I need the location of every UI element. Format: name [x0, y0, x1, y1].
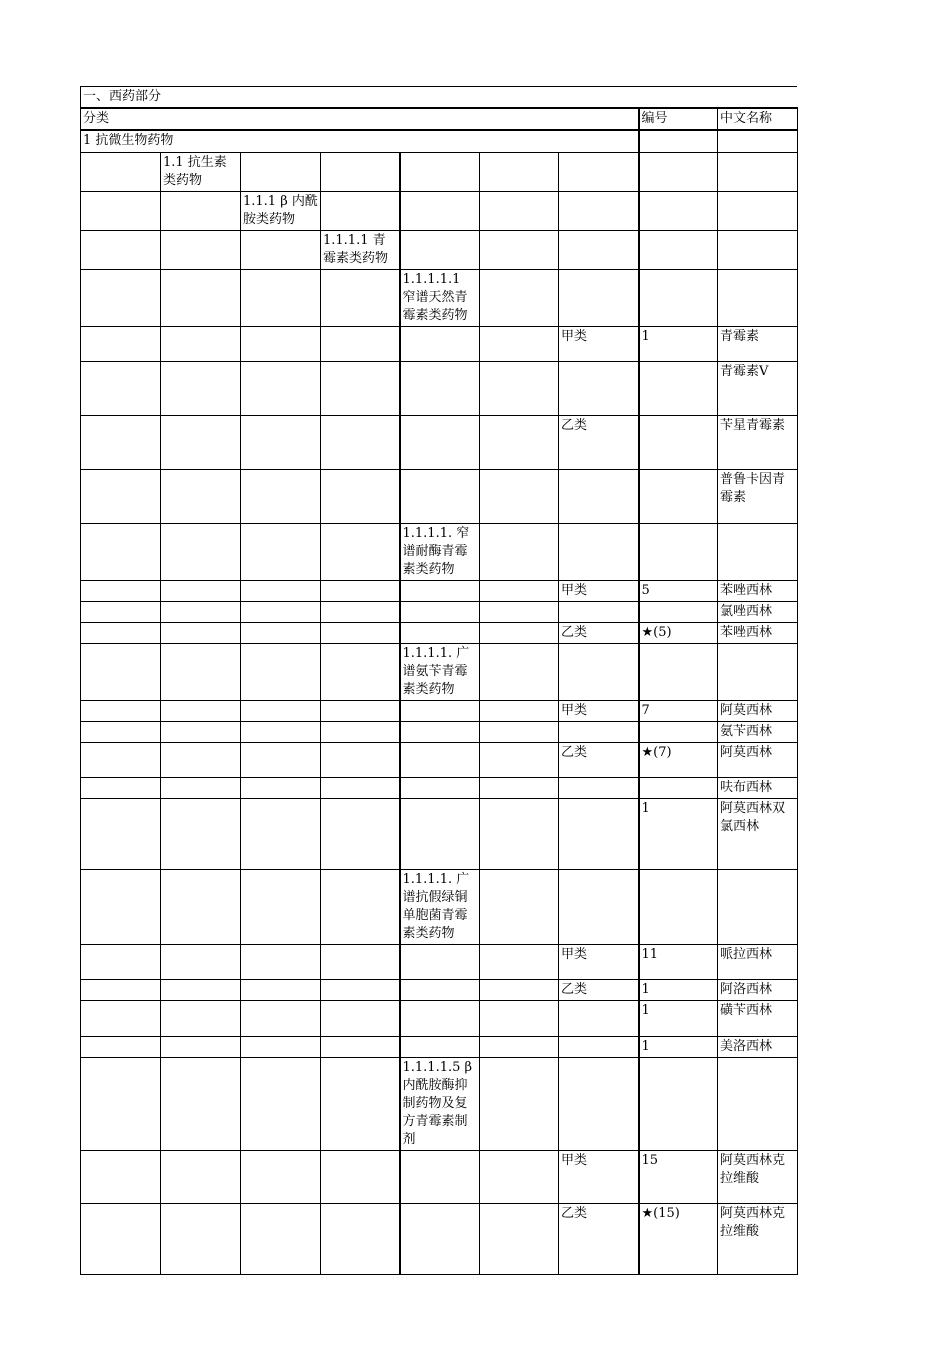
cell-class — [559, 869, 639, 944]
cell-number: 1 — [639, 979, 718, 1000]
cell-level6 — [480, 269, 559, 326]
cell-chinese-name: 阿莫西林克拉维酸 — [718, 1150, 798, 1203]
cell-level6 — [480, 580, 559, 601]
cell-chinese-name: 呋布西林 — [718, 777, 798, 798]
cell-level5 — [400, 191, 480, 230]
cell-chinese-name — [718, 130, 798, 152]
cell-level1 — [81, 191, 161, 230]
cell-level5 — [400, 580, 480, 601]
cell-level1 — [81, 869, 161, 944]
cell-level2 — [161, 361, 241, 415]
cell-level3 — [241, 523, 321, 580]
cell-level2 — [161, 523, 241, 580]
cell-level3 — [241, 944, 321, 979]
cell-level5 — [400, 1203, 480, 1274]
cell-class: 甲类 — [559, 1150, 639, 1203]
cell-number — [639, 721, 718, 742]
cell-level1 — [81, 361, 161, 415]
cell-level3 — [241, 1000, 321, 1036]
cell-level5 — [400, 622, 480, 643]
cell-number: 11 — [639, 944, 718, 979]
cell-level3 — [241, 643, 321, 700]
cell-level3 — [241, 361, 321, 415]
table-row — [81, 601, 798, 622]
cell-level3 — [241, 979, 321, 1000]
cell-level1 — [81, 643, 161, 700]
cell-level5 — [400, 721, 480, 742]
cell-chinese-name: 阿莫西林 — [718, 742, 798, 777]
table-row — [81, 777, 798, 798]
cell-class — [559, 1036, 639, 1057]
section-title: 一、西药部分 — [81, 87, 798, 109]
table-row — [81, 469, 798, 523]
cell-level3 — [241, 326, 321, 361]
cell-level2 — [161, 798, 241, 869]
cell-number — [639, 415, 718, 469]
cell-level1 — [81, 415, 161, 469]
cell-level3 — [241, 1036, 321, 1057]
cell-number — [639, 152, 718, 191]
cell-level1 — [81, 601, 161, 622]
cell-number — [639, 469, 718, 523]
cell-level3 — [241, 152, 321, 191]
cell-level2 — [161, 469, 241, 523]
cell-level2 — [161, 1203, 241, 1274]
cell-class: 乙类 — [559, 979, 639, 1000]
cell-level3 — [241, 415, 321, 469]
cell-chinese-name: 阿莫西林双氯西林 — [718, 798, 798, 869]
cell-level1 — [81, 1150, 161, 1203]
cell-chinese-name — [718, 523, 798, 580]
cell-number — [639, 269, 718, 326]
cell-number — [639, 1057, 718, 1150]
table-row — [81, 742, 798, 777]
table-row — [81, 1150, 798, 1203]
cell-level2 — [161, 415, 241, 469]
cell-number: 1 — [639, 326, 718, 361]
cell-level2 — [161, 326, 241, 361]
cell-number: 1 — [639, 1036, 718, 1057]
table-row — [81, 1057, 798, 1150]
cell-level6 — [480, 415, 559, 469]
cell-class — [559, 777, 639, 798]
table-row — [81, 415, 798, 469]
cell-level5: 1.1.1.1. 广谱抗假绿铜单胞菌青霉素类药物 — [400, 869, 480, 944]
cell-class — [559, 152, 639, 191]
cell-level5 — [400, 1000, 480, 1036]
cell-level4 — [321, 191, 400, 230]
cell-level6 — [480, 944, 559, 979]
cell-level4 — [321, 700, 400, 721]
cell-chinese-name — [718, 1057, 798, 1150]
cell-level1 — [81, 700, 161, 721]
cell-level1 — [81, 979, 161, 1000]
cell-chinese-name — [718, 230, 798, 269]
cell-number: 1 — [639, 1000, 718, 1036]
cell-level2 — [161, 742, 241, 777]
cell-number: 1 — [639, 798, 718, 869]
cell-level6 — [480, 469, 559, 523]
cell-level4 — [321, 469, 400, 523]
cell-level1 — [81, 1203, 161, 1274]
cell-level4 — [321, 721, 400, 742]
cell-level3 — [241, 869, 321, 944]
cell-level6 — [480, 326, 559, 361]
cell-chinese-name — [718, 269, 798, 326]
table-row — [81, 326, 798, 361]
cell-level6 — [480, 798, 559, 869]
cell-level5: 1.1.1.1. 窄谱耐酶青霉素类药物 — [400, 523, 480, 580]
cell-number — [639, 361, 718, 415]
table-row — [81, 523, 798, 580]
cell-chinese-name: 美洛西林 — [718, 1036, 798, 1057]
table-row — [81, 869, 798, 944]
cell-class: 乙类 — [559, 742, 639, 777]
cell-level3 — [241, 1150, 321, 1203]
cell-level3 — [241, 798, 321, 869]
cell-class — [559, 643, 639, 700]
cell-level4 — [321, 979, 400, 1000]
cell-chinese-name: 阿莫西林 — [718, 700, 798, 721]
cell-level4 — [321, 326, 400, 361]
cell-class: 乙类 — [559, 622, 639, 643]
cell-level5 — [400, 742, 480, 777]
table-row — [81, 361, 798, 415]
cell-level1 — [81, 798, 161, 869]
table-row — [81, 721, 798, 742]
cell-class: 乙类 — [559, 415, 639, 469]
cell-level4 — [321, 1057, 400, 1150]
cell-level1 — [81, 721, 161, 742]
cell-number: 15 — [639, 1150, 718, 1203]
cell-level5 — [400, 230, 480, 269]
table-row — [81, 622, 798, 643]
cell-class: 乙类 — [559, 1203, 639, 1274]
cell-class: 甲类 — [559, 580, 639, 601]
cell-level2 — [161, 191, 241, 230]
cell-level4 — [321, 622, 400, 643]
cell-class — [559, 721, 639, 742]
cell-level2 — [161, 580, 241, 601]
cell-class — [559, 361, 639, 415]
cell-level6 — [480, 191, 559, 230]
cell-level5 — [400, 361, 480, 415]
cell-number: 5 — [639, 580, 718, 601]
cell-level3 — [241, 1203, 321, 1274]
cell-level4 — [321, 523, 400, 580]
cell-class: 甲类 — [559, 326, 639, 361]
cell-level5: 1.1.1.1.1 窄谱天然青霉素类药物 — [400, 269, 480, 326]
cell-number — [639, 191, 718, 230]
cell-class — [559, 469, 639, 523]
cell-number: ★(15) — [639, 1203, 718, 1274]
cell-chinese-name — [718, 152, 798, 191]
cell-level2 — [161, 1036, 241, 1057]
cell-chinese-name: 哌拉西林 — [718, 944, 798, 979]
cell-level1 — [81, 152, 161, 191]
table-row — [81, 643, 798, 700]
cell-chinese-name: 苯唑西林 — [718, 622, 798, 643]
table-row — [81, 1203, 798, 1274]
cell-level2 — [161, 1057, 241, 1150]
cell-chinese-name: 苯唑西林 — [718, 580, 798, 601]
cell-chinese-name: 阿莫西林克拉维酸 — [718, 1203, 798, 1274]
cell-level4 — [321, 1203, 400, 1274]
header-category: 分类 — [81, 108, 639, 130]
cell-level6 — [480, 1203, 559, 1274]
cell-level4 — [321, 580, 400, 601]
cell-chinese-name: 磺苄西林 — [718, 1000, 798, 1036]
table-row — [81, 700, 798, 721]
cell-level6 — [480, 1150, 559, 1203]
cell-chinese-name: 氨苄西林 — [718, 721, 798, 742]
cell-chinese-name: 阿洛西林 — [718, 979, 798, 1000]
cell-level4 — [321, 777, 400, 798]
cell-level3 — [241, 721, 321, 742]
cell-level5 — [400, 601, 480, 622]
cell-class — [559, 523, 639, 580]
cell-category: 1 抗微生物药物 — [81, 130, 639, 152]
cell-level6 — [480, 979, 559, 1000]
cell-level2 — [161, 721, 241, 742]
cell-level2 — [161, 1150, 241, 1203]
cell-level2 — [161, 1000, 241, 1036]
cell-level4 — [321, 742, 400, 777]
cell-level3 — [241, 580, 321, 601]
cell-level3 — [241, 269, 321, 326]
cell-level2: 1.1 抗生素类药物 — [161, 152, 241, 191]
cell-class — [559, 269, 639, 326]
drug-catalog-sheet — [80, 86, 798, 1275]
table-row — [81, 130, 798, 152]
cell-level5 — [400, 944, 480, 979]
cell-level1 — [81, 944, 161, 979]
cell-number: ★(7) — [639, 742, 718, 777]
cell-number: 7 — [639, 700, 718, 721]
cell-level2 — [161, 269, 241, 326]
cell-number: ★(5) — [639, 622, 718, 643]
cell-level5 — [400, 152, 480, 191]
cell-level4 — [321, 415, 400, 469]
cell-chinese-name: 苄星青霉素 — [718, 415, 798, 469]
cell-number — [639, 130, 718, 152]
table-row — [81, 191, 798, 230]
cell-class — [559, 1057, 639, 1150]
cell-level2 — [161, 777, 241, 798]
cell-chinese-name — [718, 191, 798, 230]
cell-level6 — [480, 1057, 559, 1150]
cell-level6 — [480, 1000, 559, 1036]
cell-level1 — [81, 469, 161, 523]
cell-class — [559, 1000, 639, 1036]
cell-level6 — [480, 523, 559, 580]
table-row — [81, 152, 798, 191]
cell-level6 — [480, 1036, 559, 1057]
cell-level4 — [321, 1036, 400, 1057]
cell-level4 — [321, 152, 400, 191]
cell-chinese-name — [718, 869, 798, 944]
drug-catalog-table — [80, 86, 798, 1275]
table-row — [81, 979, 798, 1000]
table-row — [81, 1000, 798, 1036]
cell-level6 — [480, 643, 559, 700]
cell-level2 — [161, 700, 241, 721]
cell-level6 — [480, 601, 559, 622]
cell-number — [639, 523, 718, 580]
cell-level6 — [480, 700, 559, 721]
cell-level1 — [81, 777, 161, 798]
cell-level3 — [241, 601, 321, 622]
cell-level5 — [400, 326, 480, 361]
cell-level6 — [480, 361, 559, 415]
cell-level1 — [81, 523, 161, 580]
cell-level6 — [480, 152, 559, 191]
cell-chinese-name — [718, 643, 798, 700]
cell-level4 — [321, 269, 400, 326]
cell-level1 — [81, 1036, 161, 1057]
cell-level4 — [321, 361, 400, 415]
cell-level2 — [161, 230, 241, 269]
header-chinese-name: 中文名称 — [718, 108, 798, 130]
cell-level4 — [321, 1000, 400, 1036]
cell-level5 — [400, 700, 480, 721]
cell-number — [639, 643, 718, 700]
cell-level4: 1.1.1.1 青霉素类药物 — [321, 230, 400, 269]
cell-level6 — [480, 777, 559, 798]
cell-level3 — [241, 469, 321, 523]
cell-level1 — [81, 326, 161, 361]
cell-class: 甲类 — [559, 700, 639, 721]
cell-level3 — [241, 700, 321, 721]
cell-chinese-name: 普鲁卡因青霉素 — [718, 469, 798, 523]
cell-level5 — [400, 1150, 480, 1203]
table-row — [81, 230, 798, 269]
cell-level4 — [321, 869, 400, 944]
cell-level2 — [161, 601, 241, 622]
cell-level3 — [241, 230, 321, 269]
cell-level2 — [161, 643, 241, 700]
cell-number — [639, 777, 718, 798]
cell-level1 — [81, 622, 161, 643]
table-row — [81, 944, 798, 979]
cell-level6 — [480, 721, 559, 742]
cell-level1 — [81, 1000, 161, 1036]
cell-class — [559, 798, 639, 869]
cell-level5: 1.1.1.1.5 β 内酰胺酶抑制药物及复方青霉素制剂 — [400, 1057, 480, 1150]
cell-class — [559, 191, 639, 230]
cell-number — [639, 230, 718, 269]
cell-level6 — [480, 742, 559, 777]
cell-class — [559, 230, 639, 269]
cell-chinese-name: 氯唑西林 — [718, 601, 798, 622]
table-row — [81, 798, 798, 869]
cell-level1 — [81, 230, 161, 269]
cell-level3 — [241, 1057, 321, 1150]
cell-number — [639, 601, 718, 622]
cell-level6 — [480, 869, 559, 944]
cell-class — [559, 601, 639, 622]
cell-number — [639, 869, 718, 944]
cell-level4 — [321, 798, 400, 869]
cell-level5 — [400, 798, 480, 869]
table-row — [81, 580, 798, 601]
cell-level6 — [480, 622, 559, 643]
cell-level2 — [161, 869, 241, 944]
cell-level1 — [81, 580, 161, 601]
cell-level1 — [81, 1057, 161, 1150]
cell-level4 — [321, 601, 400, 622]
cell-chinese-name: 青霉素 — [718, 326, 798, 361]
cell-level3 — [241, 622, 321, 643]
cell-level5 — [400, 1036, 480, 1057]
cell-chinese-name: 青霉素V — [718, 361, 798, 415]
cell-level2 — [161, 622, 241, 643]
cell-level1 — [81, 269, 161, 326]
cell-level3 — [241, 777, 321, 798]
cell-class: 甲类 — [559, 944, 639, 979]
cell-level5: 1.1.1.1. 广谱氨苄青霉素类药物 — [400, 643, 480, 700]
cell-level5 — [400, 415, 480, 469]
cell-level3 — [241, 742, 321, 777]
cell-level4 — [321, 643, 400, 700]
header-number: 编号 — [639, 108, 718, 130]
cell-level5 — [400, 979, 480, 1000]
cell-level2 — [161, 944, 241, 979]
cell-level5 — [400, 469, 480, 523]
table-row — [81, 1036, 798, 1057]
cell-level6 — [480, 230, 559, 269]
cell-level5 — [400, 777, 480, 798]
table-row — [81, 269, 798, 326]
cell-level4 — [321, 944, 400, 979]
cell-level4 — [321, 1150, 400, 1203]
cell-level1 — [81, 742, 161, 777]
cell-level3: 1.1.1 β 内酰胺类药物 — [241, 191, 321, 230]
cell-level2 — [161, 979, 241, 1000]
